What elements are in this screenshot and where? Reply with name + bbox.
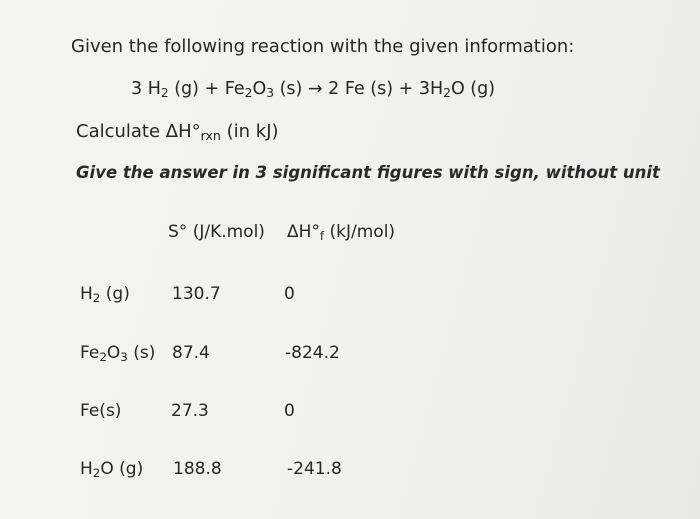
species-fe2o3: $Fe_2O_3$ (s) <box>80 343 156 364</box>
enthalpy-value: 0 <box>284 401 295 421</box>
entropy-value: 188.8 <box>173 459 222 479</box>
header-entropy: S° (J/K.mol) <box>168 222 265 242</box>
reaction-equation: 3 $H_2$ $(g) + Fe_2O_3$ (s) → 2 Fe $(s) + 3H_2O$ (g) <box>131 79 496 101</box>
calculate-line: Calculate $\Delta H^\circ_{rxn}$ (in kJ) <box>76 121 279 144</box>
enthalpy-value: -824.2 <box>285 343 340 363</box>
entropy-value: 87.4 <box>172 343 210 363</box>
species-h2o: $H_2O$ (g) <box>80 459 144 480</box>
enthalpy-value: -241.8 <box>287 459 342 479</box>
intro-text: Given the following reaction with the given information: <box>71 36 575 57</box>
instruction-text: Give the answer in 3 significant figures with sign, without unit <box>76 163 660 182</box>
species-fe: Fe(s) <box>80 401 122 421</box>
entropy-value: 27.3 <box>171 401 209 421</box>
enthalpy-value: 0 <box>284 284 295 304</box>
header-enthalpy: $\Delta H^\circ_f$ (kJ/mol) <box>287 222 396 243</box>
species-h2: $H_2$ (g) <box>80 284 130 305</box>
entropy-value: 130.7 <box>172 284 221 304</box>
